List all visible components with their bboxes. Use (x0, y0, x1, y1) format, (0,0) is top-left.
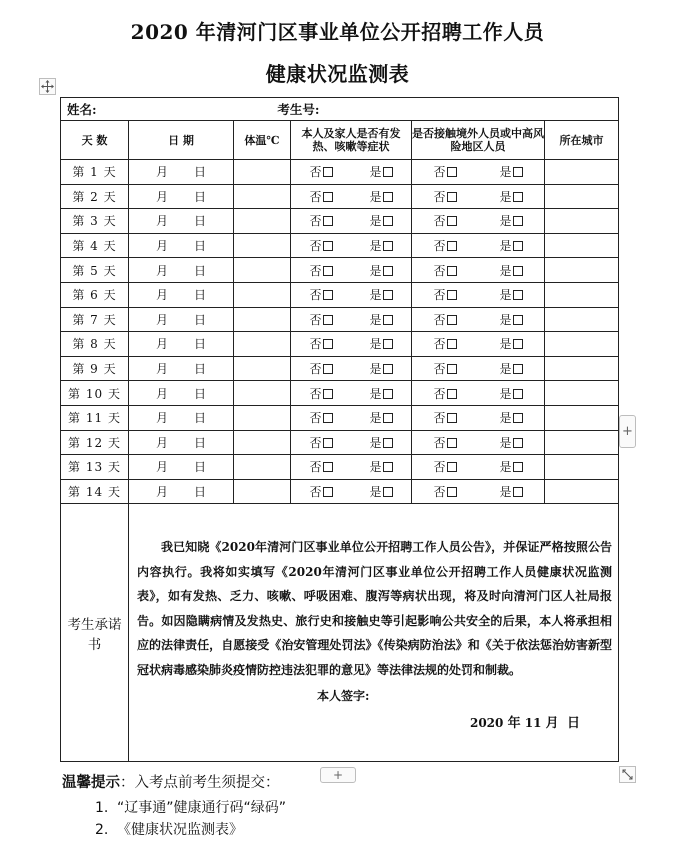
checkbox-icon (383, 389, 393, 399)
symptoms-yes-option[interactable]: 是 (369, 360, 392, 377)
contact-yes-option[interactable]: 是 (499, 434, 522, 451)
temperature-cell[interactable] (234, 184, 291, 209)
symptoms-yes-option[interactable]: 是 (369, 458, 392, 475)
checkbox-icon (513, 290, 523, 300)
day-label: 第 9 天 (61, 356, 129, 381)
table-row (61, 356, 619, 381)
day-label: 第 6 天 (61, 282, 129, 307)
symptoms-cell (291, 430, 412, 455)
table-row (61, 455, 619, 480)
contact-no-option[interactable]: 否 (433, 237, 456, 254)
checkbox-icon (383, 266, 393, 276)
plus-icon: + (622, 424, 633, 439)
header-row (61, 121, 619, 160)
temperature-cell[interactable] (234, 430, 291, 455)
temperature-cell[interactable] (234, 258, 291, 283)
header-date: 日 期 (129, 121, 234, 160)
contact-cell (412, 184, 545, 209)
city-cell[interactable] (545, 233, 619, 258)
date-cell[interactable]: 月 日 (129, 282, 234, 307)
checkbox-icon (323, 315, 333, 325)
plus-icon: + (332, 768, 344, 782)
contact-cell (412, 258, 545, 283)
document-title-line2: 健康状况监测表 (265, 62, 410, 86)
symptoms-no-option[interactable]: 否 (309, 286, 332, 303)
symptoms-yes-option[interactable]: 是 (369, 409, 392, 426)
name-exam-cell[interactable] (61, 98, 619, 121)
contact-yes-option[interactable]: 是 (499, 188, 522, 205)
date-cell[interactable]: 月 日 (129, 160, 234, 185)
header-contact: 是否接触境外人员或中高风险地区人员 (412, 121, 545, 160)
checkbox-icon (323, 290, 333, 300)
day-label: 第 8 天 (61, 332, 129, 357)
header-temperature: 体温℃ (234, 121, 291, 160)
symptoms-no-option[interactable]: 否 (309, 311, 332, 328)
contact-no-option[interactable]: 否 (433, 409, 456, 426)
checkbox-icon (323, 241, 333, 251)
symptoms-yes-option[interactable]: 是 (369, 262, 392, 279)
contact-yes-option[interactable]: 是 (499, 212, 522, 229)
pledge-text: 我已知晓《2020年清河门区事业单位公开招聘工作人员公告》，并保证严格按照公告内容执行。我将如实填写《2020年清河门区事业单位公开招聘工作人员健康状况监测表》，如有发热、乏力、咳嗽、呼吸困难、腹泻等病状出现，将及时向清河门区人社局报告。如因隐瞒病情及发热史、旅行史和接触史等引起影响公共安全的后果，本人将承担相应的法律责任，自愿接受《治安管理处罚法》《传染病防治法》和《关于依法惩治妨害新型冠状病毒感染肺炎疫情防控违法犯罪的意见》等法律法规的处罚和制裁。 (137, 540, 613, 677)
header-city: 所在城市 (545, 121, 619, 160)
resize-diagonal-icon (622, 769, 633, 780)
symptoms-yes-option[interactable]: 是 (369, 286, 392, 303)
contact-cell (412, 430, 545, 455)
contact-yes-option[interactable]: 是 (499, 360, 522, 377)
contact-yes-option[interactable]: 是 (499, 286, 522, 303)
contact-yes-option[interactable]: 是 (499, 311, 522, 328)
city-cell[interactable] (545, 184, 619, 209)
contact-no-option[interactable]: 否 (433, 286, 456, 303)
checkbox-icon (513, 315, 523, 325)
checkbox-icon (513, 241, 523, 251)
warm-tip-label: 温馨提示 (62, 775, 120, 791)
symptoms-yes-option[interactable]: 是 (369, 483, 392, 500)
city-cell[interactable] (545, 356, 619, 381)
checkbox-icon (447, 266, 457, 276)
contact-cell (412, 405, 545, 430)
checkbox-icon (383, 216, 393, 226)
checkbox-icon (323, 389, 333, 399)
day-label: 第 5 天 (61, 258, 129, 283)
move-arrows-icon (41, 80, 54, 93)
date-cell[interactable]: 月 日 (129, 332, 234, 357)
checkbox-icon (447, 413, 457, 423)
table-row (61, 479, 619, 504)
checkbox-icon (447, 364, 457, 374)
contact-yes-option[interactable]: 是 (499, 483, 522, 500)
symptoms-cell (291, 405, 412, 430)
symptoms-cell (291, 160, 412, 185)
checkbox-icon (323, 192, 333, 202)
contact-yes-option[interactable]: 是 (499, 409, 522, 426)
checkbox-icon (447, 462, 457, 472)
checkbox-icon (447, 315, 457, 325)
temperature-cell[interactable] (234, 455, 291, 480)
symptoms-yes-option[interactable]: 是 (369, 163, 392, 180)
contact-yes-option[interactable]: 是 (499, 335, 522, 352)
contact-yes-option[interactable]: 是 (499, 237, 522, 254)
checkbox-icon (383, 438, 393, 448)
symptoms-cell (291, 356, 412, 381)
date-cell[interactable]: 月 日 (129, 479, 234, 504)
contact-cell (412, 356, 545, 381)
name-label: 姓名: (67, 102, 97, 117)
city-cell[interactable] (545, 430, 619, 455)
symptoms-no-option[interactable]: 否 (309, 335, 332, 352)
checkbox-icon (447, 216, 457, 226)
symptoms-no-option[interactable]: 否 (309, 434, 332, 451)
contact-no-option[interactable]: 否 (433, 163, 456, 180)
warm-tip-text: ：入考点前考生须提交： (120, 775, 280, 791)
checkbox-icon (323, 364, 333, 374)
date-cell[interactable]: 月 日 (129, 209, 234, 234)
contact-no-option[interactable]: 否 (433, 311, 456, 328)
symptoms-cell (291, 233, 412, 258)
table-resize-handle[interactable] (619, 766, 636, 783)
checkbox-icon (447, 192, 457, 202)
contact-no-option[interactable]: 否 (433, 188, 456, 205)
checkbox-icon (323, 266, 333, 276)
contact-yes-option[interactable]: 是 (499, 458, 522, 475)
symptoms-yes-option[interactable]: 是 (369, 434, 392, 451)
symptoms-no-option[interactable]: 否 (309, 163, 332, 180)
contact-no-option[interactable]: 否 (433, 434, 456, 451)
contact-no-option[interactable]: 否 (433, 335, 456, 352)
checkbox-icon (383, 462, 393, 472)
contact-cell (412, 479, 545, 504)
signature-line[interactable] (129, 687, 618, 704)
day-label: 第 2 天 (61, 184, 129, 209)
symptoms-no-option[interactable]: 否 (309, 262, 332, 279)
checkbox-icon (447, 438, 457, 448)
day-label: 第 12 天 (61, 430, 129, 455)
contact-no-option[interactable]: 否 (433, 262, 456, 279)
symptoms-yes-option[interactable]: 是 (369, 335, 392, 352)
tip-item: 1. “辽事通”健康通行码“绿码” (95, 800, 287, 816)
signature-label: 本人签字: (317, 688, 370, 703)
day-label: 第 4 天 (61, 233, 129, 258)
day-label: 第 1 天 (61, 160, 129, 185)
date-cell[interactable]: 月 日 (129, 233, 234, 258)
date-cell[interactable]: 月 日 (129, 184, 234, 209)
table-row (61, 307, 619, 332)
symptoms-no-option[interactable]: 否 (309, 409, 332, 426)
table-row (61, 258, 619, 283)
symptoms-yes-option[interactable]: 是 (369, 311, 392, 328)
checkbox-icon (513, 216, 523, 226)
city-cell[interactable] (545, 455, 619, 480)
contact-cell (412, 381, 545, 406)
table-row (61, 332, 619, 357)
checkbox-icon (447, 290, 457, 300)
contact-cell (412, 209, 545, 234)
checkbox-icon (513, 462, 523, 472)
checkbox-icon (323, 462, 333, 472)
temperature-cell[interactable] (234, 282, 291, 307)
city-cell[interactable] (545, 282, 619, 307)
temperature-cell[interactable] (234, 381, 291, 406)
city-cell[interactable] (545, 209, 619, 234)
checkbox-icon (447, 167, 457, 177)
header-symptoms: 本人及家人是否有发热、咳嗽等症状 (291, 121, 412, 160)
table-row (61, 381, 619, 406)
checkbox-icon (323, 167, 333, 177)
tip-item: 2. 《健康状况监测表》 (95, 822, 243, 838)
symptoms-cell (291, 332, 412, 357)
symptoms-cell (291, 307, 412, 332)
contact-cell (412, 160, 545, 185)
date-cell[interactable]: 月 日 (129, 405, 234, 430)
city-cell[interactable] (545, 307, 619, 332)
checkbox-icon (383, 167, 393, 177)
symptoms-yes-option[interactable]: 是 (369, 188, 392, 205)
document-title-line1: 2020 年清河门区事业单位公开招聘工作人员 (130, 20, 545, 44)
symptoms-yes-option[interactable]: 是 (369, 212, 392, 229)
temperature-cell[interactable] (234, 332, 291, 357)
checkbox-icon (513, 266, 523, 276)
exam-number-label: 考生号: (277, 102, 320, 117)
checkbox-icon (383, 364, 393, 374)
name-row (61, 98, 619, 121)
table-row (61, 282, 619, 307)
symptoms-cell (291, 282, 412, 307)
temperature-cell[interactable] (234, 405, 291, 430)
checkbox-icon (383, 290, 393, 300)
date-cell[interactable]: 月 日 (129, 381, 234, 406)
contact-no-option[interactable]: 否 (433, 212, 456, 229)
checkbox-icon (513, 413, 523, 423)
city-cell[interactable] (545, 381, 619, 406)
symptoms-cell (291, 479, 412, 504)
add-column-button[interactable] (619, 415, 636, 448)
temperature-cell[interactable] (234, 479, 291, 504)
checkbox-icon (323, 487, 333, 497)
checkbox-icon (383, 339, 393, 349)
temperature-cell[interactable] (234, 233, 291, 258)
table-row (61, 233, 619, 258)
day-label: 第 11 天 (61, 405, 129, 430)
table-row (61, 405, 619, 430)
checkbox-icon (323, 339, 333, 349)
temperature-cell[interactable] (234, 160, 291, 185)
city-cell[interactable] (545, 405, 619, 430)
contact-cell (412, 332, 545, 357)
day-rows (61, 160, 619, 504)
checkbox-icon (513, 438, 523, 448)
contact-cell (412, 307, 545, 332)
table-row (61, 160, 619, 185)
checkbox-icon (513, 487, 523, 497)
checkbox-icon (383, 413, 393, 423)
checkbox-icon (383, 487, 393, 497)
table-row (61, 209, 619, 234)
warm-tip (62, 771, 280, 792)
symptoms-no-option[interactable]: 否 (309, 237, 332, 254)
checkbox-icon (383, 241, 393, 251)
checkbox-icon (383, 315, 393, 325)
symptoms-cell (291, 184, 412, 209)
symptoms-no-option[interactable]: 否 (309, 360, 332, 377)
day-label: 第 7 天 (61, 307, 129, 332)
city-cell[interactable] (545, 258, 619, 283)
city-cell[interactable] (545, 479, 619, 504)
checkbox-icon (513, 167, 523, 177)
date-cell[interactable]: 月 日 (129, 307, 234, 332)
contact-no-option[interactable]: 否 (433, 385, 456, 402)
checkbox-icon (513, 339, 523, 349)
day-label: 第 3 天 (61, 209, 129, 234)
contact-cell (412, 455, 545, 480)
symptoms-no-option[interactable]: 否 (309, 188, 332, 205)
contact-no-option[interactable]: 否 (433, 483, 456, 500)
symptoms-yes-option[interactable]: 是 (369, 237, 392, 254)
checkbox-icon (447, 241, 457, 251)
checkbox-icon (447, 389, 457, 399)
date-cell[interactable]: 月 日 (129, 356, 234, 381)
checkbox-icon (323, 413, 333, 423)
symptoms-cell (291, 258, 412, 283)
checkbox-icon (383, 192, 393, 202)
symptoms-cell (291, 209, 412, 234)
symptoms-cell (291, 455, 412, 480)
checkbox-icon (513, 364, 523, 374)
tip-list (95, 797, 286, 841)
checkbox-icon (513, 192, 523, 202)
contact-yes-option[interactable]: 是 (499, 262, 522, 279)
header-days: 天 数 (61, 121, 129, 160)
table-row (61, 184, 619, 209)
date-cell[interactable]: 月 日 (129, 455, 234, 480)
day-label: 第 14 天 (61, 479, 129, 504)
table-move-handle[interactable] (39, 78, 56, 95)
pledge-content (129, 504, 619, 762)
contact-cell (412, 282, 545, 307)
pledge-row (61, 504, 619, 762)
contact-cell (412, 233, 545, 258)
contact-yes-option[interactable]: 是 (499, 385, 522, 402)
pledge-title: 考生承诺书 (61, 504, 129, 762)
city-cell[interactable] (545, 332, 619, 357)
symptoms-no-option[interactable]: 否 (309, 212, 332, 229)
symptoms-yes-option[interactable]: 是 (369, 385, 392, 402)
day-label: 第 10 天 (61, 381, 129, 406)
add-row-button[interactable] (320, 767, 356, 783)
city-cell[interactable] (545, 160, 619, 185)
symptoms-no-option[interactable]: 否 (309, 458, 332, 475)
temperature-cell[interactable] (234, 356, 291, 381)
date-cell[interactable]: 月 日 (129, 258, 234, 283)
health-monitoring-table (60, 97, 619, 762)
contact-no-option[interactable]: 否 (433, 458, 456, 475)
symptoms-cell (291, 381, 412, 406)
contact-yes-option[interactable]: 是 (499, 163, 522, 180)
symptoms-no-option[interactable]: 否 (309, 483, 332, 500)
checkbox-icon (323, 438, 333, 448)
temperature-cell[interactable] (234, 209, 291, 234)
table-row (61, 430, 619, 455)
checkbox-icon (323, 216, 333, 226)
pledge-date: 2020 年 11 月 日 (469, 715, 581, 731)
day-label: 第 13 天 (61, 455, 129, 480)
symptoms-no-option[interactable]: 否 (309, 385, 332, 402)
checkbox-icon (513, 389, 523, 399)
checkbox-icon (447, 487, 457, 497)
date-cell[interactable]: 月 日 (129, 430, 234, 455)
temperature-cell[interactable] (234, 307, 291, 332)
checkbox-icon (447, 339, 457, 349)
contact-no-option[interactable]: 否 (433, 360, 456, 377)
